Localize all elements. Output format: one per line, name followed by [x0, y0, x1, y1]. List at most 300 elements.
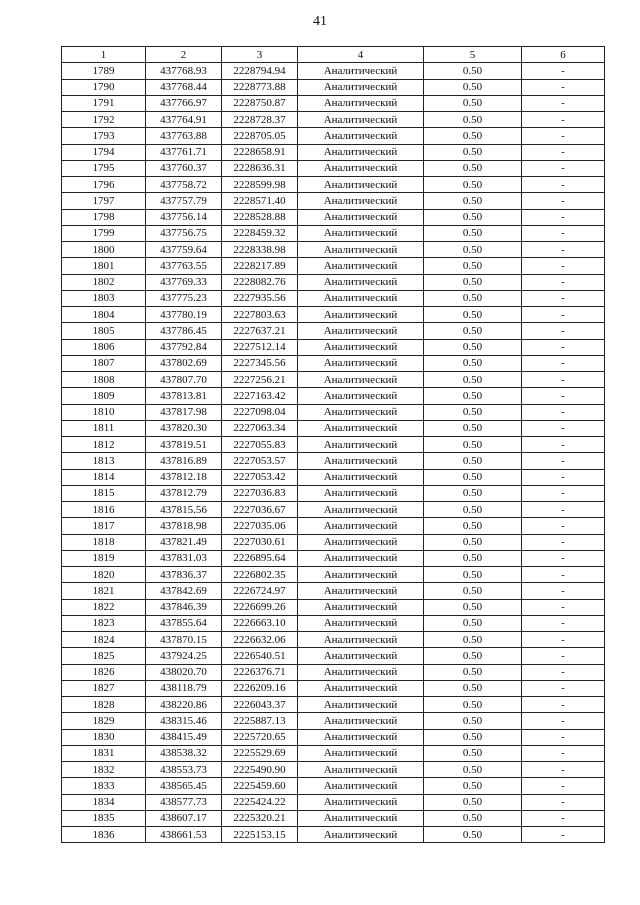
y-coordinate-cell: 2225887.13	[222, 713, 298, 729]
method-cell: Аналитический	[298, 112, 424, 128]
accuracy-cell: 0.50	[424, 160, 522, 176]
method-cell: Аналитический	[298, 128, 424, 144]
accuracy-cell: 0.50	[424, 794, 522, 810]
y-coordinate-cell: 2227035.06	[222, 518, 298, 534]
x-coordinate-cell: 437760.37	[146, 160, 222, 176]
y-coordinate-cell: 2226043.37	[222, 697, 298, 713]
point-number-cell: 1791	[62, 95, 146, 111]
accuracy-cell: 0.50	[424, 745, 522, 761]
method-cell: Аналитический	[298, 550, 424, 566]
y-coordinate-cell: 2226724.97	[222, 583, 298, 599]
method-cell: Аналитический	[298, 713, 424, 729]
note-cell: -	[522, 420, 605, 436]
note-cell: -	[522, 404, 605, 420]
point-number-cell: 1810	[62, 404, 146, 420]
x-coordinate-cell: 438565.45	[146, 778, 222, 794]
y-coordinate-cell: 2227637.21	[222, 323, 298, 339]
method-cell: Аналитический	[298, 518, 424, 534]
note-cell: -	[522, 697, 605, 713]
x-coordinate-cell: 437816.89	[146, 453, 222, 469]
y-coordinate-cell: 2228217.89	[222, 258, 298, 274]
y-coordinate-cell: 2225720.65	[222, 729, 298, 745]
table-row	[62, 177, 605, 193]
note-cell: -	[522, 177, 605, 193]
note-cell: -	[522, 388, 605, 404]
x-coordinate-cell: 437820.30	[146, 420, 222, 436]
point-number-cell: 1792	[62, 112, 146, 128]
y-coordinate-cell: 2227053.57	[222, 453, 298, 469]
accuracy-cell: 0.50	[424, 810, 522, 826]
point-number-cell: 1826	[62, 664, 146, 680]
accuracy-cell: 0.50	[424, 437, 522, 453]
x-coordinate-cell: 437761.71	[146, 144, 222, 160]
point-number-cell: 1812	[62, 437, 146, 453]
accuracy-cell: 0.50	[424, 485, 522, 501]
point-number-cell: 1794	[62, 144, 146, 160]
method-cell: Аналитический	[298, 242, 424, 258]
note-cell: -	[522, 534, 605, 550]
accuracy-cell: 0.50	[424, 534, 522, 550]
point-number-cell: 1832	[62, 762, 146, 778]
method-cell: Аналитический	[298, 274, 424, 290]
table-row	[62, 193, 605, 209]
x-coordinate-cell: 437764.91	[146, 112, 222, 128]
table-row	[62, 404, 605, 420]
x-coordinate-cell: 437924.25	[146, 648, 222, 664]
method-cell: Аналитический	[298, 160, 424, 176]
note-cell: -	[522, 583, 605, 599]
x-coordinate-cell: 437855.64	[146, 615, 222, 631]
table-header	[62, 47, 605, 63]
method-cell: Аналитический	[298, 762, 424, 778]
x-coordinate-cell: 438020.70	[146, 664, 222, 680]
method-cell: Аналитический	[298, 258, 424, 274]
x-coordinate-cell: 437831.03	[146, 550, 222, 566]
accuracy-cell: 0.50	[424, 242, 522, 258]
y-coordinate-cell: 2228658.91	[222, 144, 298, 160]
y-coordinate-cell: 2227345.56	[222, 355, 298, 371]
column-header-6: 6	[522, 47, 605, 63]
note-cell: -	[522, 323, 605, 339]
accuracy-cell: 0.50	[424, 193, 522, 209]
accuracy-cell: 0.50	[424, 615, 522, 631]
accuracy-cell: 0.50	[424, 112, 522, 128]
accuracy-cell: 0.50	[424, 583, 522, 599]
note-cell: -	[522, 518, 605, 534]
accuracy-cell: 0.50	[424, 323, 522, 339]
note-cell: -	[522, 372, 605, 388]
y-coordinate-cell: 2227063.34	[222, 420, 298, 436]
method-cell: Аналитический	[298, 534, 424, 550]
y-coordinate-cell: 2228338.98	[222, 242, 298, 258]
table-row	[62, 794, 605, 810]
accuracy-cell: 0.50	[424, 290, 522, 306]
note-cell: -	[522, 469, 605, 485]
x-coordinate-cell: 437818.98	[146, 518, 222, 534]
x-coordinate-cell: 437812.79	[146, 485, 222, 501]
table-row	[62, 485, 605, 501]
y-coordinate-cell: 2226802.35	[222, 567, 298, 583]
x-coordinate-cell: 437819.51	[146, 437, 222, 453]
note-cell: -	[522, 648, 605, 664]
note-cell: -	[522, 632, 605, 648]
point-number-cell: 1814	[62, 469, 146, 485]
accuracy-cell: 0.50	[424, 63, 522, 79]
x-coordinate-cell: 438220.86	[146, 697, 222, 713]
note-cell: -	[522, 453, 605, 469]
note-cell: -	[522, 258, 605, 274]
note-cell: -	[522, 485, 605, 501]
note-cell: -	[522, 95, 605, 111]
note-cell: -	[522, 63, 605, 79]
accuracy-cell: 0.50	[424, 274, 522, 290]
note-cell: -	[522, 355, 605, 371]
table-row	[62, 502, 605, 518]
table-row	[62, 648, 605, 664]
x-coordinate-cell: 437757.79	[146, 193, 222, 209]
accuracy-cell: 0.50	[424, 729, 522, 745]
method-cell: Аналитический	[298, 95, 424, 111]
accuracy-cell: 0.50	[424, 177, 522, 193]
accuracy-cell: 0.50	[424, 339, 522, 355]
x-coordinate-cell: 437792.84	[146, 339, 222, 355]
point-number-cell: 1793	[62, 128, 146, 144]
accuracy-cell: 0.50	[424, 355, 522, 371]
y-coordinate-cell: 2228728.37	[222, 112, 298, 128]
point-number-cell: 1827	[62, 680, 146, 696]
table-row	[62, 388, 605, 404]
note-cell: -	[522, 274, 605, 290]
note-cell: -	[522, 550, 605, 566]
note-cell: -	[522, 160, 605, 176]
table-row	[62, 63, 605, 79]
table-row	[62, 323, 605, 339]
note-cell: -	[522, 729, 605, 745]
accuracy-cell: 0.50	[424, 420, 522, 436]
method-cell: Аналитический	[298, 648, 424, 664]
method-cell: Аналитический	[298, 680, 424, 696]
accuracy-cell: 0.50	[424, 453, 522, 469]
x-coordinate-cell: 437836.37	[146, 567, 222, 583]
table-row	[62, 567, 605, 583]
y-coordinate-cell: 2225153.15	[222, 827, 298, 843]
method-cell: Аналитический	[298, 469, 424, 485]
note-cell: -	[522, 810, 605, 826]
table-row	[62, 664, 605, 680]
point-number-cell: 1803	[62, 290, 146, 306]
point-number-cell: 1800	[62, 242, 146, 258]
accuracy-cell: 0.50	[424, 388, 522, 404]
note-cell: -	[522, 599, 605, 615]
note-cell: -	[522, 209, 605, 225]
method-cell: Аналитический	[298, 664, 424, 680]
point-number-cell: 1809	[62, 388, 146, 404]
point-number-cell: 1801	[62, 258, 146, 274]
point-number-cell: 1816	[62, 502, 146, 518]
column-header-1: 1	[62, 47, 146, 63]
method-cell: Аналитический	[298, 404, 424, 420]
accuracy-cell: 0.50	[424, 128, 522, 144]
x-coordinate-cell: 437768.93	[146, 63, 222, 79]
method-cell: Аналитический	[298, 437, 424, 453]
x-coordinate-cell: 437842.69	[146, 583, 222, 599]
x-coordinate-cell: 437812.18	[146, 469, 222, 485]
method-cell: Аналитический	[298, 827, 424, 843]
point-number-cell: 1811	[62, 420, 146, 436]
table-row	[62, 778, 605, 794]
note-cell: -	[522, 713, 605, 729]
y-coordinate-cell: 2227163.42	[222, 388, 298, 404]
y-coordinate-cell: 2225490.90	[222, 762, 298, 778]
table-row	[62, 534, 605, 550]
table-row	[62, 729, 605, 745]
point-number-cell: 1804	[62, 307, 146, 323]
x-coordinate-cell: 437802.69	[146, 355, 222, 371]
point-number-cell: 1807	[62, 355, 146, 371]
x-coordinate-cell: 437813.81	[146, 388, 222, 404]
y-coordinate-cell: 2228599.98	[222, 177, 298, 193]
y-coordinate-cell: 2228571.40	[222, 193, 298, 209]
note-cell: -	[522, 615, 605, 631]
accuracy-cell: 0.50	[424, 469, 522, 485]
note-cell: -	[522, 339, 605, 355]
x-coordinate-cell: 438118.79	[146, 680, 222, 696]
point-number-cell: 1833	[62, 778, 146, 794]
y-coordinate-cell: 2228705.05	[222, 128, 298, 144]
accuracy-cell: 0.50	[424, 404, 522, 420]
accuracy-cell: 0.50	[424, 550, 522, 566]
table-row	[62, 372, 605, 388]
note-cell: -	[522, 762, 605, 778]
method-cell: Аналитический	[298, 615, 424, 631]
y-coordinate-cell: 2227030.61	[222, 534, 298, 550]
method-cell: Аналитический	[298, 209, 424, 225]
y-coordinate-cell: 2227036.67	[222, 502, 298, 518]
accuracy-cell: 0.50	[424, 778, 522, 794]
method-cell: Аналитический	[298, 794, 424, 810]
table-row	[62, 112, 605, 128]
table-row	[62, 339, 605, 355]
y-coordinate-cell: 2228794.94	[222, 63, 298, 79]
y-coordinate-cell: 2225529.69	[222, 745, 298, 761]
x-coordinate-cell: 437769.33	[146, 274, 222, 290]
x-coordinate-cell: 437821.49	[146, 534, 222, 550]
x-coordinate-cell: 438538.32	[146, 745, 222, 761]
x-coordinate-cell: 437756.75	[146, 225, 222, 241]
method-cell: Аналитический	[298, 485, 424, 501]
method-cell: Аналитический	[298, 144, 424, 160]
y-coordinate-cell: 2228636.31	[222, 160, 298, 176]
point-number-cell: 1790	[62, 79, 146, 95]
table-row	[62, 307, 605, 323]
point-number-cell: 1831	[62, 745, 146, 761]
x-coordinate-cell: 437870.15	[146, 632, 222, 648]
method-cell: Аналитический	[298, 339, 424, 355]
note-cell: -	[522, 437, 605, 453]
x-coordinate-cell: 438553.73	[146, 762, 222, 778]
note-cell: -	[522, 290, 605, 306]
point-number-cell: 1817	[62, 518, 146, 534]
x-coordinate-cell: 437780.19	[146, 307, 222, 323]
accuracy-cell: 0.50	[424, 144, 522, 160]
accuracy-cell: 0.50	[424, 79, 522, 95]
point-number-cell: 1829	[62, 713, 146, 729]
y-coordinate-cell: 2227256.21	[222, 372, 298, 388]
accuracy-cell: 0.50	[424, 713, 522, 729]
table-row	[62, 599, 605, 615]
point-number-cell: 1835	[62, 810, 146, 826]
method-cell: Аналитический	[298, 502, 424, 518]
point-number-cell: 1819	[62, 550, 146, 566]
table-row	[62, 680, 605, 696]
x-coordinate-cell: 438607.17	[146, 810, 222, 826]
point-number-cell: 1797	[62, 193, 146, 209]
x-coordinate-cell: 437766.97	[146, 95, 222, 111]
accuracy-cell: 0.50	[424, 648, 522, 664]
point-number-cell: 1828	[62, 697, 146, 713]
y-coordinate-cell: 2226209.16	[222, 680, 298, 696]
method-cell: Аналитический	[298, 453, 424, 469]
point-number-cell: 1834	[62, 794, 146, 810]
x-coordinate-cell: 437775.23	[146, 290, 222, 306]
method-cell: Аналитический	[298, 599, 424, 615]
accuracy-cell: 0.50	[424, 502, 522, 518]
note-cell: -	[522, 680, 605, 696]
table-row	[62, 453, 605, 469]
y-coordinate-cell: 2226895.64	[222, 550, 298, 566]
point-number-cell: 1823	[62, 615, 146, 631]
method-cell: Аналитический	[298, 355, 424, 371]
y-coordinate-cell: 2227053.42	[222, 469, 298, 485]
column-header-3: 3	[222, 47, 298, 63]
point-number-cell: 1822	[62, 599, 146, 615]
note-cell: -	[522, 664, 605, 680]
method-cell: Аналитический	[298, 745, 424, 761]
table-row	[62, 827, 605, 843]
point-number-cell: 1815	[62, 485, 146, 501]
column-header-4: 4	[298, 47, 424, 63]
note-cell: -	[522, 193, 605, 209]
x-coordinate-cell: 438415.49	[146, 729, 222, 745]
table-row	[62, 95, 605, 111]
note-cell: -	[522, 567, 605, 583]
table-row	[62, 242, 605, 258]
accuracy-cell: 0.50	[424, 632, 522, 648]
y-coordinate-cell: 2226376.71	[222, 664, 298, 680]
x-coordinate-cell: 438315.46	[146, 713, 222, 729]
accuracy-cell: 0.50	[424, 258, 522, 274]
note-cell: -	[522, 502, 605, 518]
x-coordinate-cell: 438661.53	[146, 827, 222, 843]
table-row	[62, 550, 605, 566]
point-number-cell: 1802	[62, 274, 146, 290]
x-coordinate-cell: 437756.14	[146, 209, 222, 225]
table-row	[62, 632, 605, 648]
point-number-cell: 1813	[62, 453, 146, 469]
x-coordinate-cell: 438577.73	[146, 794, 222, 810]
accuracy-cell: 0.50	[424, 209, 522, 225]
y-coordinate-cell: 2227935.56	[222, 290, 298, 306]
method-cell: Аналитический	[298, 778, 424, 794]
x-coordinate-cell: 437763.88	[146, 128, 222, 144]
y-coordinate-cell: 2228528.88	[222, 209, 298, 225]
point-number-cell: 1795	[62, 160, 146, 176]
y-coordinate-cell: 2227055.83	[222, 437, 298, 453]
table-body	[62, 63, 605, 843]
table-row	[62, 258, 605, 274]
point-number-cell: 1830	[62, 729, 146, 745]
accuracy-cell: 0.50	[424, 95, 522, 111]
method-cell: Аналитический	[298, 79, 424, 95]
y-coordinate-cell: 2227512.14	[222, 339, 298, 355]
table-row	[62, 355, 605, 371]
note-cell: -	[522, 144, 605, 160]
y-coordinate-cell: 2225424.22	[222, 794, 298, 810]
accuracy-cell: 0.50	[424, 225, 522, 241]
method-cell: Аналитический	[298, 225, 424, 241]
point-number-cell: 1798	[62, 209, 146, 225]
y-coordinate-cell: 2227036.83	[222, 485, 298, 501]
x-coordinate-cell: 437846.39	[146, 599, 222, 615]
x-coordinate-cell: 437768.44	[146, 79, 222, 95]
table-row	[62, 762, 605, 778]
point-number-cell: 1806	[62, 339, 146, 355]
x-coordinate-cell: 437759.64	[146, 242, 222, 258]
table-row	[62, 583, 605, 599]
table-row	[62, 128, 605, 144]
x-coordinate-cell: 437817.98	[146, 404, 222, 420]
point-number-cell: 1808	[62, 372, 146, 388]
note-cell: -	[522, 112, 605, 128]
y-coordinate-cell: 2228750.87	[222, 95, 298, 111]
y-coordinate-cell: 2225320.21	[222, 810, 298, 826]
method-cell: Аналитический	[298, 810, 424, 826]
table-row	[62, 160, 605, 176]
table-row	[62, 274, 605, 290]
table-row	[62, 745, 605, 761]
note-cell: -	[522, 79, 605, 95]
x-coordinate-cell: 437815.56	[146, 502, 222, 518]
note-cell: -	[522, 307, 605, 323]
y-coordinate-cell: 2226632.06	[222, 632, 298, 648]
point-number-cell: 1799	[62, 225, 146, 241]
method-cell: Аналитический	[298, 388, 424, 404]
note-cell: -	[522, 778, 605, 794]
x-coordinate-cell: 437807.70	[146, 372, 222, 388]
accuracy-cell: 0.50	[424, 697, 522, 713]
x-coordinate-cell: 437763.55	[146, 258, 222, 274]
y-coordinate-cell: 2226540.51	[222, 648, 298, 664]
method-cell: Аналитический	[298, 372, 424, 388]
column-header-5: 5	[424, 47, 522, 63]
page-number: 41	[313, 14, 327, 29]
method-cell: Аналитический	[298, 290, 424, 306]
method-cell: Аналитический	[298, 697, 424, 713]
accuracy-cell: 0.50	[424, 664, 522, 680]
column-header-2: 2	[146, 47, 222, 63]
accuracy-cell: 0.50	[424, 762, 522, 778]
method-cell: Аналитический	[298, 567, 424, 583]
note-cell: -	[522, 827, 605, 843]
table-row	[62, 225, 605, 241]
table-row	[62, 518, 605, 534]
point-number-cell: 1796	[62, 177, 146, 193]
table-row	[62, 713, 605, 729]
table-row	[62, 615, 605, 631]
method-cell: Аналитический	[298, 583, 424, 599]
method-cell: Аналитический	[298, 193, 424, 209]
table-row	[62, 420, 605, 436]
